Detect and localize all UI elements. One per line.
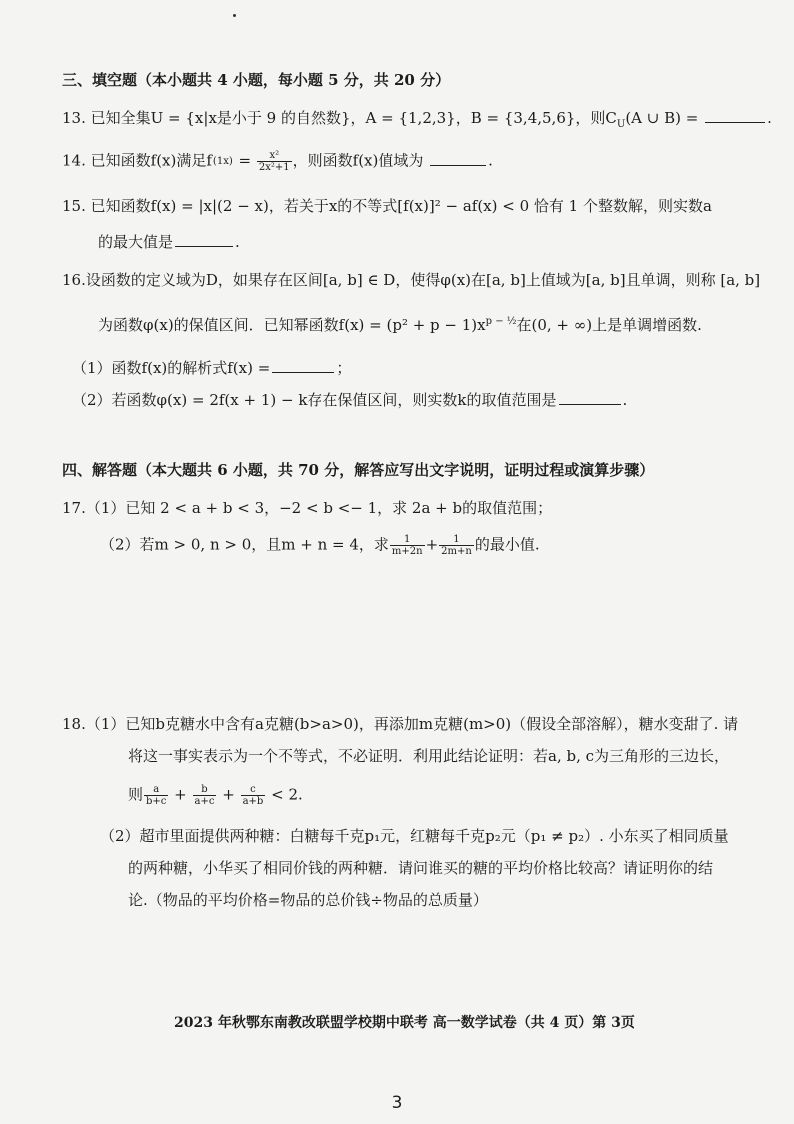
- question-16-line2: 为函数φ(x)的保值区间．已知幂函数$f(x) = (p^2 + p - 1)x^{p - \frac{1}{2}}$在(0, + ∞)上是单调增函数.: [98, 316, 702, 334]
- fraction-1-over-2mn: $\frac{1}{2m+n}$: [441, 534, 472, 557]
- question-16-part2: （2）若函数φ(x) = 2f(x + 1) − k存在保值区间，则实数k的取值范围是 .: [72, 391, 628, 409]
- answer-blank-16-1[interactable]: [272, 358, 334, 373]
- question-18: 18.（1）已知b克糖水中含有a克糖(b>a>0)，再添加m克糖(m>0)（假设全部溶解），糖水变甜了. 请: [62, 715, 739, 733]
- fraction-rhs: $\frac{\text{x²}}{\text{2x²+1}}$: [258, 150, 290, 173]
- exam-footer: 2023 年秋鄂东南教改联盟学校期中联考 高一数学试卷（共 4 页）第 3页: [174, 1015, 635, 1031]
- fraction-b: $\frac{b}{a+c}$: [194, 784, 215, 807]
- answer-blank-16-2[interactable]: [559, 390, 621, 405]
- question-18-inequality: 则 $\frac{a}{b+c}$ + $\frac{b}{a+c}$ + $\frac{c}{a+b}$ < 2.: [128, 784, 303, 807]
- question-18-part2-line3: 论.（物品的平均价格=物品的总价钱÷物品的总质量）: [128, 891, 488, 909]
- question-15: 15. 已知函数f(x) = |x|(2 − x)，若关于x的不等式[f(x)]² − af(x) < 0 恰有 1 个整数解，则实数a: [62, 197, 712, 215]
- question-14: 14. 已知函数f(x)满足f(1x) = $\frac{\text{x²}}{\text{2x²+1}}$ ，则函数f(x)值域为 .: [62, 150, 493, 173]
- fraction-1-over-m2n: $\frac{1}{m+2n}$: [391, 534, 423, 557]
- section4-heading: 四、解答题（本大题共 6 小题，共 70 分，解答应写出文字说明，证明过程或演算步骤）: [62, 461, 655, 479]
- answer-blank-15[interactable]: [175, 232, 233, 247]
- question-18-part2: （2）超市里面提供两种糖：白糖每千克p₁元，红糖每千克p₂元（p₁ ≠ p₂）. 小东买了相同质量: [100, 827, 729, 845]
- question-16: 16.设函数的定义域为D，如果存在区间[a, b] ∈ D，使得φ(x)在[a, b]上值域为[a, b]且单调，则称 [a, b]: [62, 271, 761, 289]
- question-18-line2: 将这一事实表示为一个不等式，不必证明．利用此结论证明：若a, b, c为三角形的三边长，: [128, 747, 730, 765]
- question-17: 17.（1）已知 2 < a + b < 3，−2 < b <− 1，求 2a + b的取值范围；: [62, 499, 553, 517]
- question-15-line2: 的最大值是 .: [98, 233, 240, 251]
- page-number: 3: [391, 1093, 403, 1113]
- question-17-part2: （2）若m > 0, n > 0，且m + n = 4，求 $\frac{1}{m+2n}$ + $\frac{1}{2m+n}$ 的最小值.: [100, 534, 540, 557]
- scan-speck: [233, 14, 236, 17]
- fraction-1-over-x: (1x): [212, 156, 233, 167]
- question-16-part1: （1）函数f(x)的解析式f(x) = ；: [72, 359, 352, 377]
- question-18-part2-line2: 的两种糖，小华买了相同价钱的两种糖．请问谁买的糖的平均价格比较高？请证明你的结: [128, 859, 714, 877]
- question-13: 13. 已知全集U = {x|x是小于 9 的自然数}，A = {1,2,3}，B = {3,4,5,6}，则$C_U(A$ ∪ B) = .: [62, 109, 772, 130]
- fraction-a: $\frac{a}{b+c}$: [146, 784, 167, 807]
- answer-blank-13[interactable]: [705, 108, 765, 123]
- answer-blank-14[interactable]: [430, 151, 486, 166]
- fraction-c: $\frac{c}{a+b}$: [242, 784, 264, 807]
- section3-heading: 三、填空题（本小题共 4 小题，每小题 5 分，共 20 分）: [62, 71, 451, 89]
